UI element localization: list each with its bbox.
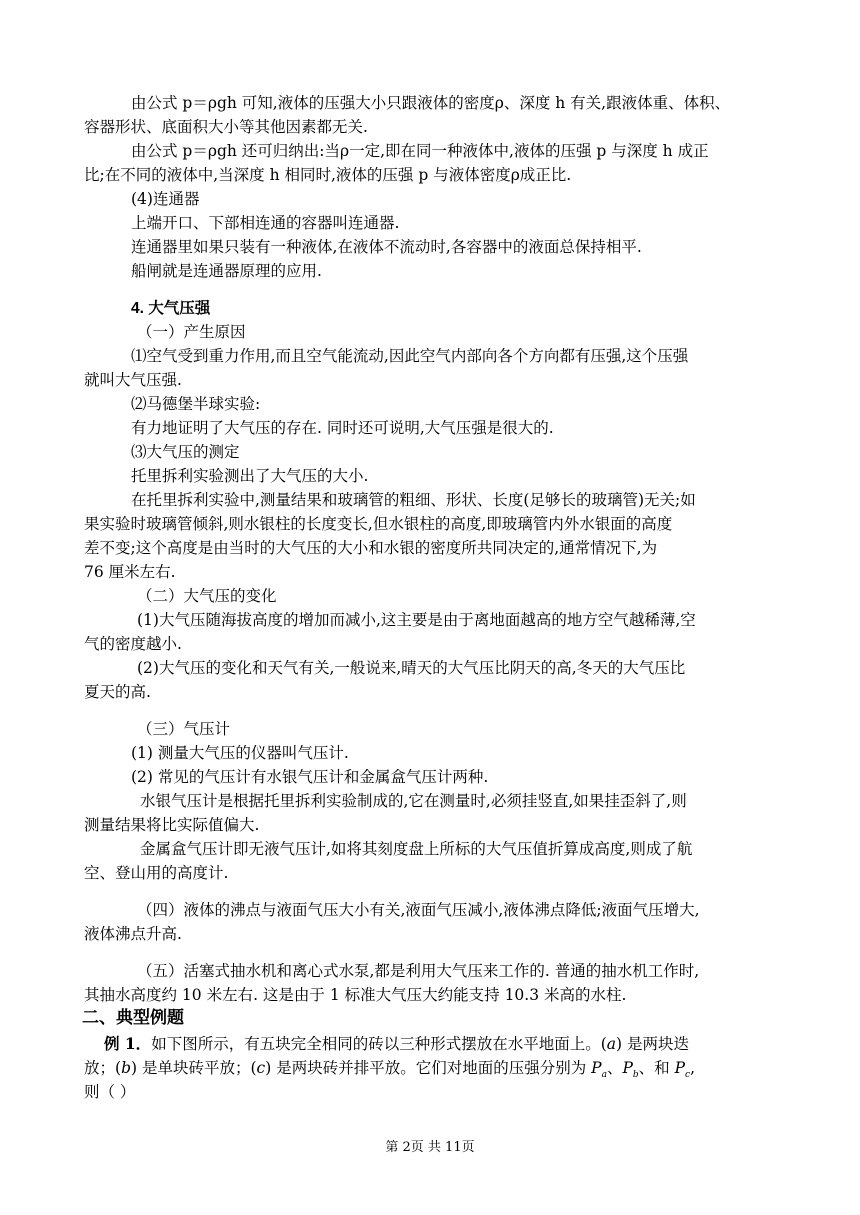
paragraph-line: 连通器里如果只装有一种液体,在液体不流动时,各容器中的液面总保持相平. xyxy=(131,238,642,256)
paragraph-line: 夏天的高. xyxy=(84,683,151,701)
separator: 、 xyxy=(606,1059,623,1077)
paragraph-line: ⑵马德堡半球实验: xyxy=(131,395,261,413)
var-b: b xyxy=(121,1059,131,1077)
paragraph-line: 测量结果将比实际值偏大. xyxy=(84,816,260,834)
paragraph-line: 其抽水高度约 10 米左右. 这是由于 1 标准大气压大约能支持 10.3 米高的水柱. xyxy=(84,986,627,1004)
paragraph-line: 76 厘米左右. xyxy=(84,563,176,581)
paragraph-line: 在托里拆利实验中,测量结果和玻璃管的粗细、形状、长度(足够长的玻璃管)无关;如 xyxy=(131,491,696,509)
var-a: a xyxy=(606,1035,616,1053)
subscript-a: a xyxy=(601,1070,607,1081)
paragraph-line: 就叫大气压强. xyxy=(84,371,182,389)
subscript-b: b xyxy=(632,1070,639,1081)
pressure-pc: P xyxy=(674,1059,686,1077)
example-line-3: 则（ ） xyxy=(84,1083,136,1101)
paragraph-line: 气的密度越小. xyxy=(84,635,182,653)
example-line-1 xyxy=(0,1032,860,1056)
var-c: c xyxy=(256,1059,266,1077)
paragraph-line: 托里拆利实验测出了大气压的大小. xyxy=(131,467,369,485)
paragraph-line: 比;在不同的液体中,当深度 h 相同时,液体的压强 p 与液体密度ρ成正比. xyxy=(84,166,572,184)
subheading-line: （三）气压计 xyxy=(137,720,231,738)
separator: 、和 xyxy=(638,1059,675,1077)
example-text: ) 是两块砖并排平放。它们对地面的压强分别为 xyxy=(265,1059,592,1077)
paragraph-line: 船闸就是连通器原理的应用. xyxy=(131,262,322,280)
paragraph-line: 由公式 p＝ρgh 还可归纳出:当ρ一定,即在同一种液体中,液体的压强 p 与深度 h 成正 xyxy=(131,142,709,160)
paragraph-line: 空、登山用的高度计. xyxy=(84,864,229,882)
paragraph-line: (2) 常见的气压计有水银气压计和金属盒气压计两种. xyxy=(131,768,489,786)
paragraph-line: (1)大气压随海拔高度的增加而减小,这主要是由于离地面越高的地方空气越稀薄,空 xyxy=(137,611,696,629)
example-label: 例 1． xyxy=(104,1034,152,1053)
paragraph-line: （四）液体的沸点与液面气压大小有关,液面气压减小,液体沸点降低;液面气压增大, xyxy=(137,901,700,919)
subheading-line: （一）产生原因 xyxy=(137,323,246,341)
pressure-pa: P xyxy=(591,1059,602,1077)
pressure-pb: P xyxy=(622,1059,633,1077)
paragraph-line: 水银气压计是根据托里拆利实验制成的,它在测量时,必须挂竖直,如果挂歪斜了,则 xyxy=(140,792,687,810)
section-title: 二、典型例题 xyxy=(82,1008,184,1028)
example-text: 放；( xyxy=(84,1059,122,1077)
example-text: 如下图所示，有五块完全相同的砖以三种形式摆放在水平地面上。( xyxy=(151,1035,607,1053)
separator: , xyxy=(690,1059,696,1077)
paragraph-line: 由公式 p＝ρgh 可知,液体的压强大小只跟液体的密度ρ、深度 h 有关,跟液体重、体积、 xyxy=(131,94,731,112)
paragraph-line: (1) 测量大气压的仪器叫气压计. xyxy=(131,744,349,762)
paragraph-line: 容器形状、底面积大小等其他因素都无关. xyxy=(84,118,368,136)
section-heading: 4. 大气压强 xyxy=(131,300,211,317)
page-footer: 第 2页 共 11页 xyxy=(385,1140,475,1155)
paragraph-line: 金属盒气压计即无液气压计,如将其刻度盘上所标的大气压值折算成高度,则成了航 xyxy=(140,840,693,858)
example-text: ) 是两块迭 xyxy=(616,1035,689,1053)
example-text: ) 是单块砖平放；( xyxy=(131,1059,257,1077)
paragraph-line: ⑴空气受到重力作用,而且空气能流动,因此空气内部向各个方向都有压强,这个压强 xyxy=(131,347,689,365)
paragraph-line: （五）活塞式抽水机和离心式水泵,都是利用大气压来工作的. 普通的抽水机工作时, xyxy=(137,962,700,980)
paragraph-line: ⑶大气压的测定 xyxy=(131,443,240,461)
paragraph-line: (2)大气压的变化和天气有关,一般说来,晴天的大气压比阴天的高,冬天的大气压比 xyxy=(137,659,686,677)
paragraph-line: 差不变;这个高度是由当时的大气压的大小和水银的密度所共同决定的,通常情况下,为 xyxy=(84,539,658,557)
paragraph-line: 上端开口、下部相连通的容器叫连通器. xyxy=(131,214,400,232)
subscript-c: c xyxy=(685,1070,691,1081)
subheading-line: (4)连通器 xyxy=(131,190,200,208)
paragraph-line: 有力地证明了大气压的存在. 同时还可说明,大气压强是很大的. xyxy=(131,419,554,437)
paragraph-line: 果实验时玻璃管倾斜,则水银柱的长度变长,但水银柱的高度,即玻璃管内外水银面的高度 xyxy=(84,515,673,533)
paragraph-line: 液体沸点升高. xyxy=(84,925,182,943)
subheading-line: （二）大气压的变化 xyxy=(137,587,277,605)
